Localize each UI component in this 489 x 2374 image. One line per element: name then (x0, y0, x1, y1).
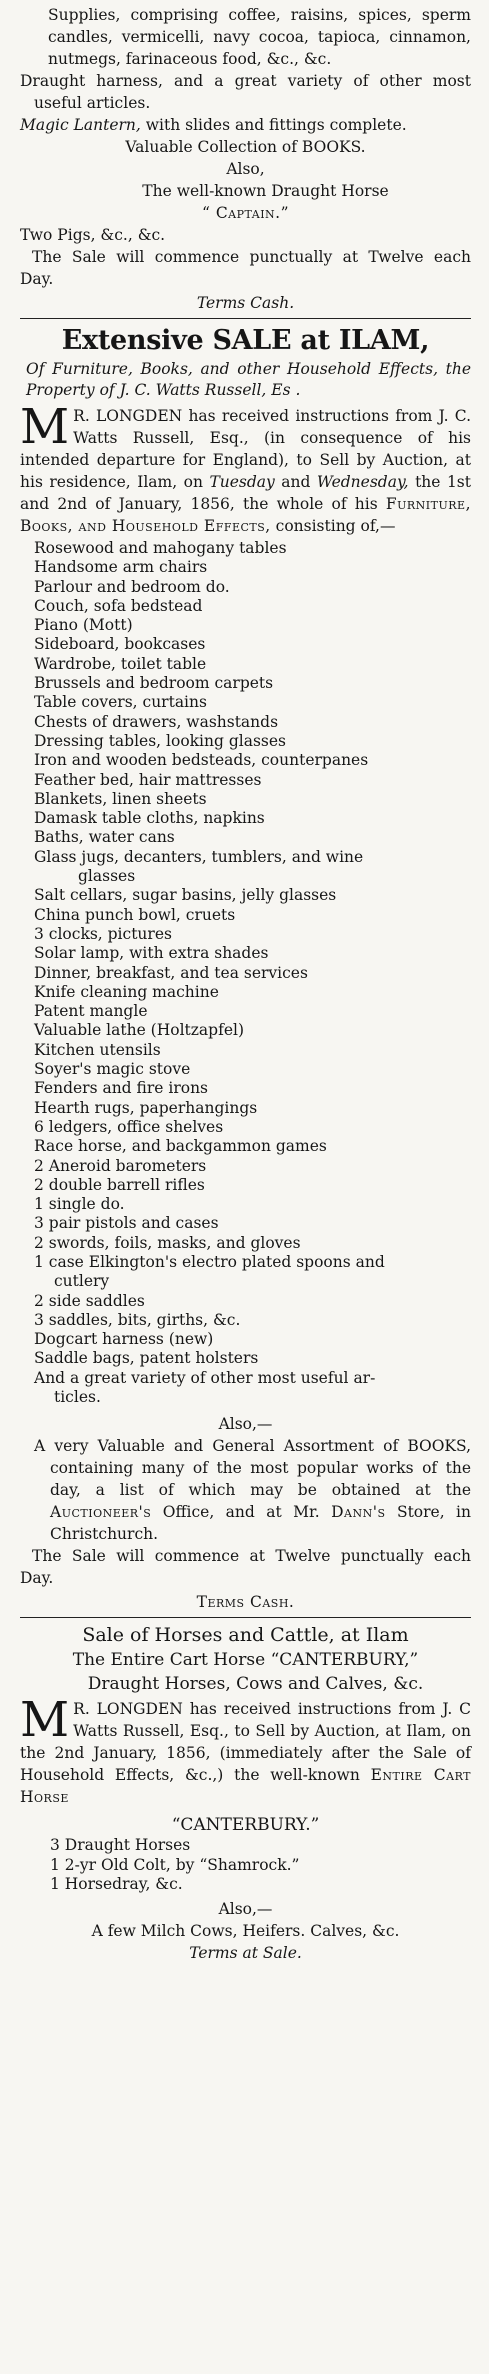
intro-part-a: R. LONGDEN has received instructions from J. C. Watts Russell, Esq., (in consequence of his intended departure for England), to Sell by Auction, at his residence, Ilam, on (20, 407, 471, 491)
list-item: 1 single do. (34, 1195, 125, 1214)
intro-text (20, 399, 471, 537)
list-item: Couch, sofa bedstead (34, 596, 203, 615)
list-item: 3 saddles, bits, girths, &c. (34, 1310, 241, 1329)
list-item: Blankets, linen sheets (34, 789, 207, 808)
list-item: 3 Draught Horses (50, 1836, 191, 1855)
list-item: 2 Aneroid barometers (34, 1156, 207, 1175)
list-item: Brussels and bedroom carpets (34, 674, 274, 693)
list-item: And a great variety of other most useful ar- (34, 1368, 376, 1387)
list-item: Saddle bags, patent holsters (34, 1349, 259, 1368)
intro-part-c: consisting of,— (270, 517, 396, 535)
list-item: Solar lamp, with extra shades (34, 944, 269, 963)
list-item: 1 2-yr Old Colt, by “Shamrock.” (50, 1855, 300, 1874)
list-item: Soyer's magic stove (34, 1060, 191, 1079)
section-ilam-sale (20, 323, 471, 1613)
intro-paragraph (20, 399, 471, 537)
subhead-canterbury: The Entire Cart Horse “CANTERBURY,” (72, 1650, 419, 1671)
list-item: Kitchen utensils (34, 1040, 161, 1059)
list-item: Salt cellars, sugar basins, jelly glasses (34, 886, 337, 905)
list-item: Hearth rugs, paperhangings (34, 1098, 258, 1117)
list-item: Knife cleaning machine (34, 982, 219, 1001)
list-item: Valuable lathe (Holtzapfel) (34, 1021, 245, 1040)
intro-part-b: the 1st and 2nd of January, 1856, the whole of his (20, 473, 471, 513)
pigs-line: Two Pigs, &c., &c. (20, 226, 166, 244)
divider-2 (20, 1617, 471, 1618)
list-item: Wardrobe, toilet table (34, 654, 207, 673)
list-item: Rosewood and mahogany tables (34, 539, 287, 557)
books-part-a: A very Valuable and General Assortment of BOOKS, containing many of the most popular works of the day, a list of which may be obtained at the (34, 1437, 471, 1500)
also-line: Also, (226, 160, 265, 178)
list-item: Handsome arm chairs (34, 558, 208, 577)
terms-line: Terms Cash. (196, 294, 295, 312)
list-item-cont: glasses (78, 867, 136, 886)
section-horses-cattle (20, 1622, 471, 1964)
list-item: Baths, water cans (34, 828, 175, 847)
captain-line: “ Captain.” (201, 204, 290, 222)
list-item: Table covers, curtains (34, 693, 207, 712)
list-item-cont: ticles. (54, 1388, 101, 1407)
list-item: Sideboard, bookcases (34, 635, 206, 654)
subhead-furniture: Of Furniture, Books, and other Household Effects, the Property of J. C. Watts Russell, Es . (26, 360, 471, 399)
supplies-paragraph: Supplies, comprising coffee, raisins, spices, sperm candles, vermicelli, navy cocoa, tapioca, cinnamon, nutmegs, farinaceous food, &c., &c. (48, 6, 471, 68)
terms-line-3: Terms at Sale. (189, 1944, 302, 1963)
sale-line-2: The Sale will commence at Twelve punctually each Day. (20, 1547, 471, 1588)
list-item: Race horse, and backgammon games (34, 1137, 327, 1156)
lantern-paragraph (20, 114, 471, 136)
books-part-b: Office, and at Mr. (151, 1503, 332, 1522)
list-item: Chests of drawers, washstands (34, 712, 279, 731)
list-item: Piano (Mott) (34, 616, 133, 635)
subhead-draught: Draught Horses, Cows and Calves, &c. (87, 1674, 424, 1695)
list-item: Dressing tables, looking glasses (34, 731, 286, 750)
list-item: Patent mangle (34, 1002, 148, 1021)
section-continuation (20, 0, 471, 314)
intro2-part-a: R. LONGDEN has received instructions from J. C Watts Russell, Esq., to Sell by Auction, at Ilam, on the 2nd January, 1856, (immediately after the Sale of Household Effects, &c.,) the well-known (20, 1700, 471, 1785)
books-auctioneer: Auctioneer's (50, 1503, 152, 1522)
list-item: Fenders and fire irons (34, 1079, 209, 1098)
intro-and: and (274, 473, 317, 491)
list-item: China punch bowl, cruets (34, 905, 236, 924)
list-item: Glass jugs, decanters, tumblers, and wine (34, 847, 364, 866)
intro-text-2 (20, 1692, 472, 1808)
cows-line: A few Milch Cows, Heifers. Calves, &c. (91, 1922, 400, 1941)
list-item: 3 pair pistols and cases (34, 1214, 219, 1233)
dropcap-m-2: M (20, 1692, 70, 1749)
list-item: Dinner, breakfast, and tea services (34, 963, 308, 982)
intro-wednesday: Wednesday, (316, 473, 409, 491)
intro2-entire-cart-horse: Entire Cart Horse (20, 1766, 472, 1807)
canterbury-line: “CANTERBURY.” (171, 1815, 320, 1836)
list-item-cont: cutlery (54, 1272, 110, 1291)
list-item: Iron and wooden bedsteads, counterpanes (34, 751, 369, 770)
sale-line: The Sale will commence punctually at Twelve each Day. (20, 248, 471, 288)
list-item: 2 side saddles (34, 1291, 145, 1310)
headline-extensive-sale: Extensive SALE at ILAM, (61, 325, 430, 356)
list-item: 2 swords, foils, masks, and gloves (34, 1233, 301, 1252)
dropcap-m: M (20, 399, 70, 455)
list-item: 1 case Elkington's electro plated spoons and (34, 1252, 385, 1271)
books-part-c: Store, in Christchurch. (50, 1503, 472, 1544)
list-item: Parlour and bedroom do. (34, 577, 230, 596)
harness-paragraph: Draught harness, and a great variety of other most useful articles. (20, 72, 471, 112)
intro-paragraph-2 (20, 1692, 472, 1808)
list-item: 3 clocks, pictures (34, 924, 172, 943)
divider-1 (20, 318, 471, 319)
books-paragraph (20, 1435, 471, 1545)
lantern-rest: with slides and fittings complete. (140, 116, 407, 134)
books-line: Valuable Collection of BOOKS. (125, 138, 366, 156)
lantern-em: Magic Lantern, (20, 116, 141, 134)
item-list (20, 539, 471, 1407)
list-item: Feather bed, hair mattresses (34, 770, 262, 789)
also-line-2: Also,— (218, 1415, 273, 1434)
list-item: 2 double barrell rifles (34, 1175, 205, 1194)
intro-tuesday: Tuesday (209, 473, 275, 491)
list-item: Damask table cloths, napkins (34, 809, 265, 828)
headline-horses-cattle: Sale of Horses and Cattle, at Ilam (82, 1624, 409, 1647)
list-item: 6 ledgers, office shelves (34, 1117, 224, 1136)
intro-furniture: Furniture, Books, and Household Effects, (20, 495, 471, 535)
also-line-3: Also,— (218, 1900, 273, 1919)
list-item: Dogcart harness (new) (34, 1330, 214, 1349)
books-dann: Dann's (331, 1503, 386, 1522)
terms-line-2: Terms Cash. (196, 1593, 295, 1612)
list-item: 1 Horsedray, &c. (50, 1874, 183, 1893)
horse-line: The well-known Draught Horse (142, 182, 389, 200)
